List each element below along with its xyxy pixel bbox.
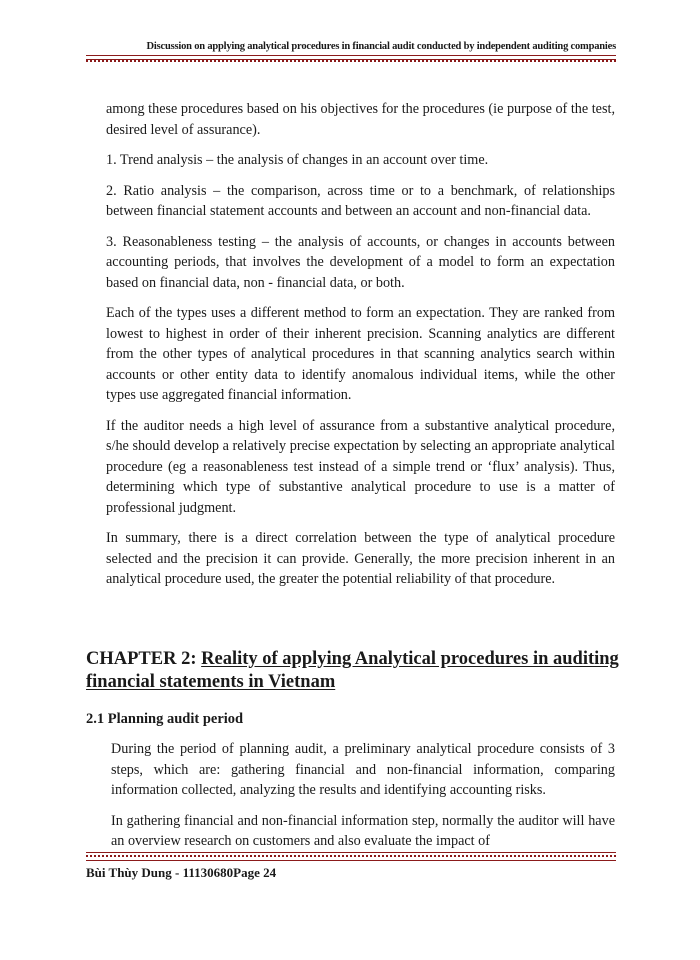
- chapter-label: CHAPTER 2:: [86, 649, 202, 669]
- paragraph: among these procedures based on his objectives for the procedures (ie purpose of the test, desired level of assurance).: [106, 101, 615, 138]
- paragraph: In gathering financial and non-financial information step, normally the auditor will have an overview research on customers and also evaluate the impact of: [111, 812, 615, 849]
- body-text: [106, 99, 615, 600]
- section-heading: 2.1 Planning audit period: [86, 711, 244, 727]
- chapter-heading: [86, 648, 626, 694]
- paragraph: In summary, there is a direct correlation between the type of analytical procedure selected and the precision it can provide. Generally, the more precision inherent in an analytical procedure used, the greater the potential reliability of that procedure.: [106, 530, 615, 587]
- chapter-title: Reality of applying Analytical procedures in auditing financial statements in Vietnam: [86, 649, 619, 692]
- list-item-trend-analysis: 1. Trend analysis – the analysis of changes in an account over time.: [106, 152, 489, 168]
- paragraph: Each of the types uses a different method to form an expectation. They are ranked from lowest to highest in order of their inherent precision. Scanning analytics are different from the other types of analytical procedures in that scanning analytics search within accounts or other entity data to identify anomalous individual items, while the other types use aggregated financial information.: [106, 305, 615, 403]
- footer-author-page: Bùi Thùy Dung - 11130680Page 24: [86, 865, 277, 880]
- list-item-reasonableness-testing: 3. Reasonableness testing – the analysis of accounts, or changes in accounts between accounting periods, that involves the development of a model to form an expectation based on financial data, non - financial data, or both.: [106, 233, 615, 291]
- list-item-ratio-analysis: 2. Ratio analysis – the comparison, across time or to a benchmark, of relationships between financial statement accounts and between an account and non-financial data.: [106, 182, 615, 219]
- footer-rule: [86, 852, 616, 861]
- paragraph: During the period of planning audit, a preliminary analytical procedure consists of 3 steps, which are: gathering financial and non-financial information, comparing information collected, analyzing the results and identifying accounting risks.: [111, 741, 615, 798]
- running-header: Discussion on applying analytical procedures in financial audit conducted by independent auditing companies: [146, 41, 616, 52]
- section-body: [111, 739, 615, 862]
- header-rule: [86, 55, 616, 60]
- paragraph: If the auditor needs a high level of assurance from a substantive analytical procedure, s/he should develop a relatively precise expectation by selecting an appropriate analytical procedure (eg a reasonableness test instead of a simple trend or ‘flux’ analysis). Thus, determining which type of substantive analytical procedure to use is a matter of professional judgment.: [106, 417, 615, 516]
